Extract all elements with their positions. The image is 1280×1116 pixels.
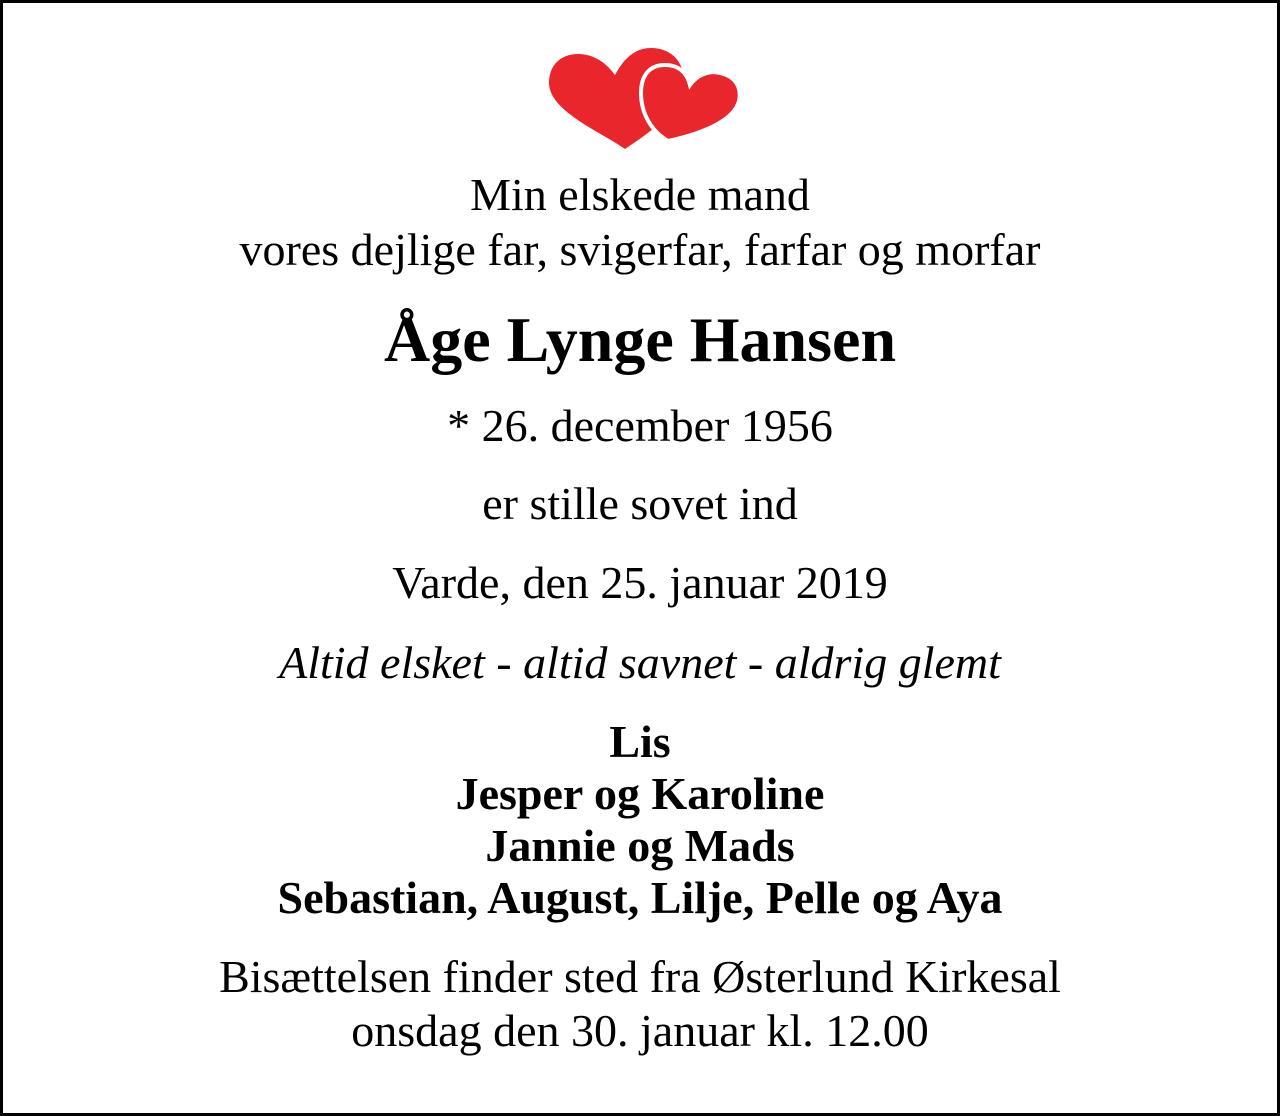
intro-line-2: vores dejlige far, svigerfar, farfar og morfar	[239, 224, 1041, 275]
heart-right	[641, 65, 740, 141]
family-line-1: Lis	[609, 716, 671, 767]
passing-text: er stille sovet ind	[482, 478, 798, 529]
birth-date: * 26. december 1956	[447, 400, 833, 451]
funeral-line-2: onsdag den 30. januar kl. 12.00	[351, 1005, 929, 1056]
motto: Altid elsket - altid savnet - aldrig glemt	[279, 637, 1001, 688]
funeral-line-1: Bisættelsen finder sted fra Østerlund Kirkesal	[219, 951, 1061, 1002]
family-line-4: Sebastian, August, Lilje, Pelle og Aya	[277, 872, 1003, 923]
deceased-name: Åge Lynge Hansen	[383, 304, 897, 375]
family-line-2: Jesper og Karoline	[455, 768, 825, 819]
place-date: Varde, den 25. januar 2019	[392, 557, 888, 608]
intro-line-1: Min elskede mand	[470, 169, 810, 220]
family-line-3: Jannie og Mads	[485, 820, 795, 871]
two-hearts-icon	[543, 41, 743, 153]
